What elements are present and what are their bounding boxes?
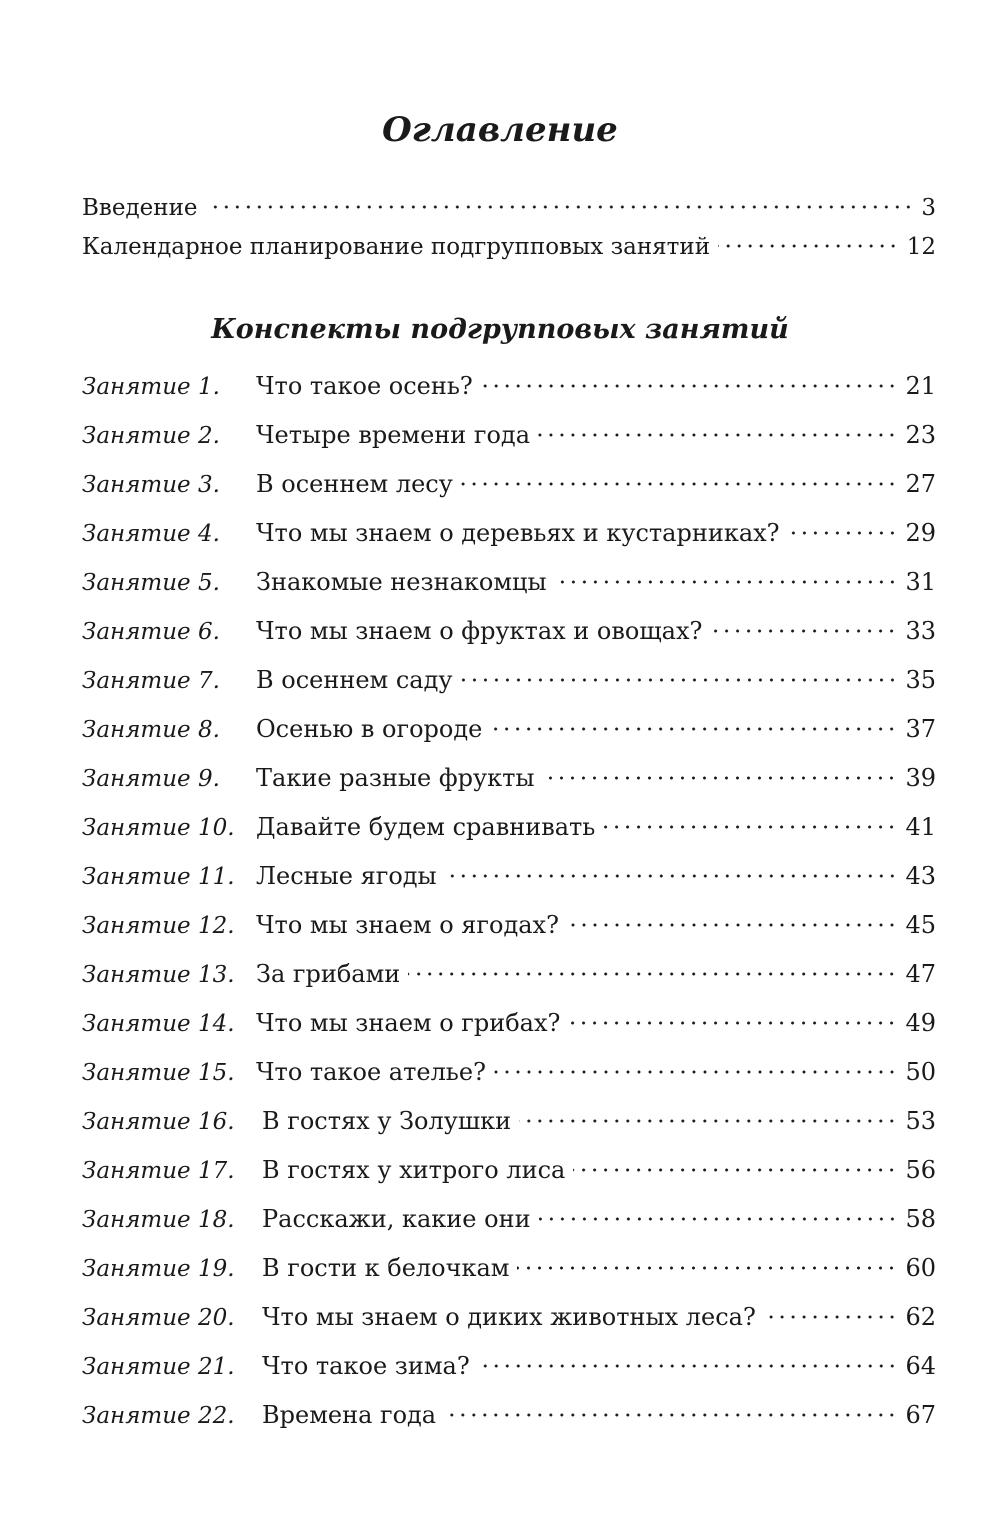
- lesson-title: Что мы знаем о фруктах и овощах?: [256, 617, 703, 645]
- lesson-title: Что мы знаем о деревьях и кустарниках?: [256, 519, 780, 547]
- toc-entry-lesson-7[interactable]: [82, 660, 936, 709]
- lesson-page: 33: [905, 617, 936, 645]
- lesson-number: Занятие 7.: [82, 668, 220, 694]
- toc-entry-lesson-8[interactable]: [82, 709, 936, 758]
- lesson-number: Занятие 1.: [82, 374, 220, 400]
- toc-entry-label: Календарное планирование подгрупповых занятий: [82, 234, 711, 260]
- toc-entry-lesson-1[interactable]: [82, 366, 936, 415]
- toc-entry-lesson-13[interactable]: [82, 954, 936, 1003]
- lesson-title: Что мы знаем о диких животных леса?: [262, 1303, 756, 1331]
- lesson-title: Что такое ателье?: [256, 1058, 486, 1086]
- lesson-number: Занятие 2.: [82, 423, 220, 449]
- dot-leader: [603, 825, 897, 829]
- lesson-number: Занятие 21.: [82, 1354, 235, 1380]
- lesson-number: Занятие 15.: [82, 1060, 235, 1086]
- lesson-number: Занятие 19.: [82, 1256, 235, 1282]
- toc-entry-lesson-19[interactable]: [82, 1248, 936, 1297]
- dot-leader: [542, 776, 897, 780]
- lesson-page: 39: [905, 764, 936, 792]
- lesson-number: Занятие 6.: [82, 619, 220, 645]
- lesson-title: В осеннем саду: [256, 666, 453, 694]
- dot-leader: [494, 1070, 898, 1074]
- toc-entry-lesson-10[interactable]: [82, 807, 936, 856]
- lesson-page: 23: [905, 421, 936, 449]
- lesson-number: Занятие 3.: [82, 472, 220, 498]
- dot-leader: [445, 874, 898, 878]
- toc-entry-label: Введение: [82, 195, 198, 221]
- lesson-number: Занятие 4.: [82, 521, 220, 547]
- toc-entry-lesson-20[interactable]: [82, 1297, 936, 1346]
- dot-leader: [568, 1021, 897, 1025]
- lesson-title: В гостях у хитрого лиса: [262, 1156, 566, 1184]
- lesson-number: Занятие 14.: [82, 1011, 235, 1037]
- lesson-title: За грибами: [256, 960, 401, 988]
- lesson-title: Расскажи, какие они: [262, 1205, 531, 1233]
- lesson-page: 58: [905, 1205, 936, 1233]
- lesson-title: Времена года: [262, 1401, 437, 1429]
- toc-entry-lesson-4[interactable]: [82, 513, 936, 562]
- lesson-title: Знакомые незнакомцы: [256, 568, 547, 596]
- toc-entry-lesson-9[interactable]: [82, 758, 936, 807]
- lesson-number: Занятие 10.: [82, 815, 235, 841]
- dot-leader: [490, 727, 897, 731]
- lesson-number: Занятие 20.: [82, 1305, 235, 1331]
- lesson-number: Занятие 16.: [82, 1109, 235, 1135]
- toc-entry-lesson-3[interactable]: [82, 464, 936, 513]
- lesson-title: Что мы знаем о ягодах?: [256, 911, 559, 939]
- dot-leader: [481, 384, 898, 388]
- lesson-page: 53: [905, 1107, 936, 1135]
- dot-leader: [461, 678, 898, 682]
- lesson-page: 47: [905, 960, 936, 988]
- lesson-title: Что такое зима?: [262, 1352, 470, 1380]
- lesson-page: 41: [905, 813, 936, 841]
- dot-leader: [573, 1168, 897, 1172]
- lesson-page: 50: [905, 1058, 936, 1086]
- dot-leader: [408, 972, 897, 976]
- lesson-page: 60: [905, 1254, 936, 1282]
- dot-leader: [567, 923, 898, 927]
- lesson-page: 37: [905, 715, 936, 743]
- dot-leader: [555, 580, 898, 584]
- toc-entry-lesson-22[interactable]: [82, 1395, 936, 1444]
- toc-entry-page: 12: [906, 234, 936, 260]
- lesson-number: Занятие 5.: [82, 570, 220, 596]
- lesson-title: Лесные ягоды: [256, 862, 437, 890]
- toc-entry-calendar-planning[interactable]: [82, 227, 936, 266]
- lesson-page: 45: [905, 911, 936, 939]
- dot-leader: [788, 531, 898, 535]
- lesson-number: Занятие 13.: [82, 962, 235, 988]
- dot-leader: [539, 1217, 898, 1221]
- toc-entry-lesson-2[interactable]: [82, 415, 936, 464]
- lesson-page: 29: [905, 519, 936, 547]
- lesson-title: Что мы знаем о грибах?: [256, 1009, 561, 1037]
- lesson-title: В гости к белочкам: [262, 1254, 510, 1282]
- section-title: Конспекты подгрупповых занятий: [211, 314, 789, 345]
- toc-entry-lesson-11[interactable]: [82, 856, 936, 905]
- lesson-title: Четыре времени года: [256, 421, 531, 449]
- lesson-title: В гостях у Золушки: [262, 1107, 512, 1135]
- lesson-number: Занятие 8.: [82, 717, 220, 743]
- dot-leader: [710, 629, 897, 633]
- dot-leader: [519, 1119, 897, 1123]
- toc-entry-introduction[interactable]: [82, 188, 936, 227]
- dot-leader: [718, 244, 899, 248]
- dot-leader: [444, 1413, 897, 1417]
- toc-entry-lesson-12[interactable]: [82, 905, 936, 954]
- lesson-page: 49: [905, 1009, 936, 1037]
- lesson-number: Занятие 9.: [82, 766, 220, 792]
- lesson-page: 64: [905, 1352, 936, 1380]
- dot-leader: [517, 1266, 897, 1270]
- toc-entry-lesson-5[interactable]: [82, 562, 936, 611]
- dot-leader: [478, 1364, 898, 1368]
- toc-entry-lesson-17[interactable]: [82, 1150, 936, 1199]
- lesson-page: 27: [905, 470, 936, 498]
- lesson-page: 35: [905, 666, 936, 694]
- lesson-page: 67: [905, 1401, 936, 1429]
- lessons-list: [82, 366, 936, 1444]
- lesson-number: Занятие 22.: [82, 1403, 235, 1429]
- toc-entry-lesson-6[interactable]: [82, 611, 936, 660]
- lesson-page: 21: [905, 372, 936, 400]
- toc-entry-page: 3: [921, 195, 936, 221]
- dot-leader: [206, 205, 914, 209]
- dot-leader: [538, 433, 897, 437]
- lesson-number: Занятие 12.: [82, 913, 235, 939]
- lesson-page: 31: [905, 568, 936, 596]
- lesson-title: Что такое осень?: [256, 372, 473, 400]
- dot-leader: [461, 482, 898, 486]
- toc-entry-lesson-21[interactable]: [82, 1346, 936, 1395]
- toc-entry-lesson-16[interactable]: [82, 1101, 936, 1150]
- lesson-title: Такие разные фрукты: [256, 764, 535, 792]
- lesson-title: Давайте будем сравнивать: [256, 813, 596, 841]
- lesson-page: 43: [905, 862, 936, 890]
- lesson-page: 56: [905, 1156, 936, 1184]
- toc-entry-lesson-14[interactable]: [82, 1003, 936, 1052]
- toc-entry-lesson-18[interactable]: [82, 1199, 936, 1248]
- dot-leader: [764, 1315, 898, 1319]
- lesson-page: 62: [905, 1303, 936, 1331]
- page-title: Оглавление: [382, 110, 618, 150]
- lesson-title: Осенью в огороде: [256, 715, 483, 743]
- lesson-title: В осеннем лесу: [256, 470, 453, 498]
- intro-list: [82, 188, 936, 266]
- lesson-number: Занятие 11.: [82, 864, 235, 890]
- lesson-number: Занятие 18.: [82, 1207, 235, 1233]
- lesson-number: Занятие 17.: [82, 1158, 235, 1184]
- toc-entry-lesson-15[interactable]: [82, 1052, 936, 1101]
